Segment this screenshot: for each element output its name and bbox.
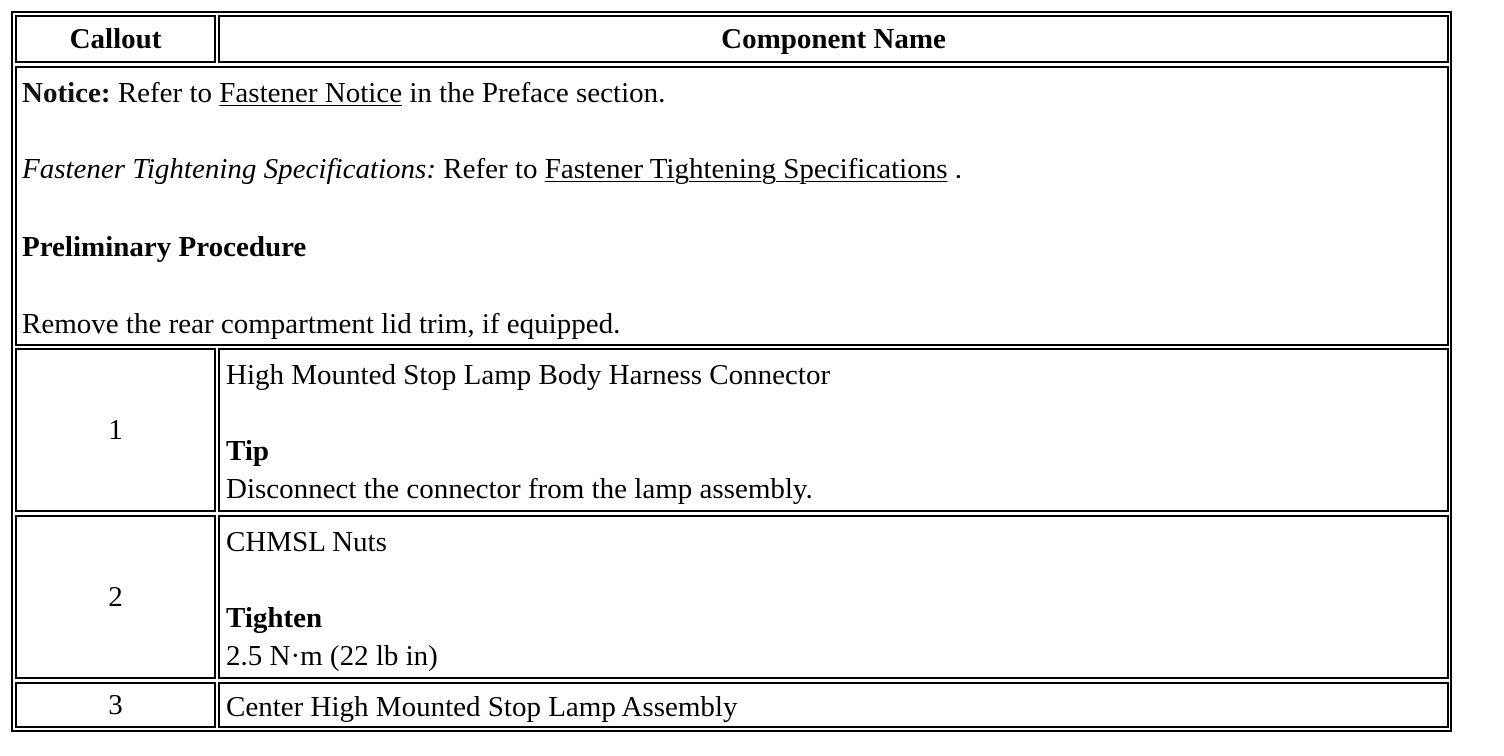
- notice-post: in the Preface section.: [402, 77, 666, 109]
- component-cell: [218, 348, 1449, 512]
- preliminary-procedure-text: Remove the rear compartment lid trim, if equipped.: [22, 308, 621, 340]
- header-callout: Callout: [15, 15, 216, 63]
- fastener-notice-link[interactable]: Fastener Notice: [219, 77, 403, 109]
- tip-label: Tip: [226, 435, 270, 467]
- spec-post: .: [947, 153, 962, 185]
- component-name: Center High Mounted Stop Lamp Assembly: [226, 691, 738, 723]
- tighten-label: Tighten: [226, 602, 323, 634]
- callout-number: 1: [15, 348, 216, 512]
- tip-text: Disconnect the connector from the lamp assembly.: [226, 473, 813, 505]
- notes-cell: [15, 66, 1449, 346]
- spec-pre: Refer to: [436, 153, 545, 185]
- notice-line: [22, 76, 1447, 110]
- tighten-value: 2.5 N·m (22 lb in): [226, 640, 438, 672]
- component-name: CHMSL Nuts: [226, 526, 387, 558]
- component-cell: [218, 682, 1449, 728]
- preliminary-procedure-heading: Preliminary Procedure: [22, 231, 307, 263]
- spec-line: [22, 152, 1447, 186]
- component-name: High Mounted Stop Lamp Body Harness Connector: [226, 359, 831, 391]
- spec-label: Fastener Tightening Specifications:: [22, 153, 437, 185]
- header-component-name: Component Name: [218, 15, 1449, 63]
- component-cell: [218, 515, 1449, 679]
- notice-label: Notice:: [22, 77, 111, 109]
- callout-number: 2: [15, 515, 216, 679]
- fastener-tightening-specifications-link[interactable]: Fastener Tightening Specifications: [544, 153, 948, 185]
- callout-number: 3: [15, 682, 216, 728]
- notice-pre: Refer to: [110, 77, 220, 109]
